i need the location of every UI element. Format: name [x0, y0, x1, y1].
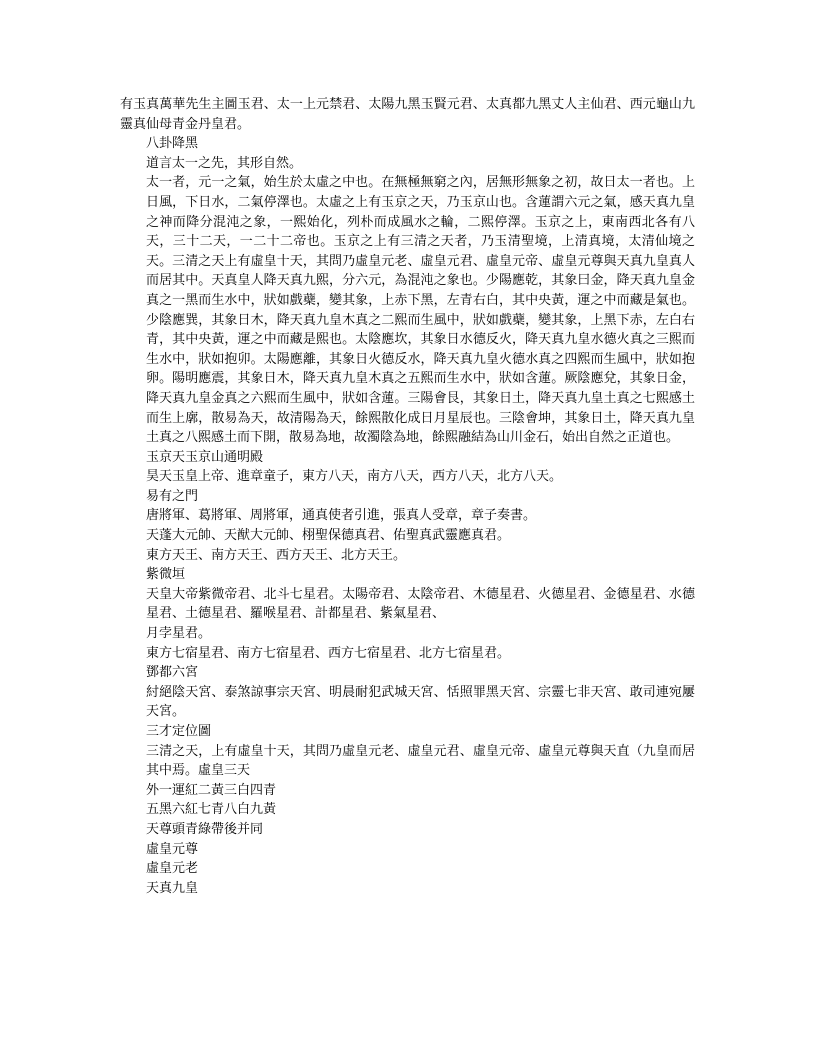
paragraph: 唐將軍、葛將軍、周將軍，通真使者引進，張真人受章，章子奏書。	[146, 508, 537, 524]
paragraph: 五黑六紅七青八白九黃	[146, 802, 277, 818]
paragraph: 天蓬大元帥、天猷大元帥、栩聖保德真君、佑聖真武靈應真君。	[146, 528, 511, 544]
paragraph: 東方七宿星君、南方七宿星君、西方七宿星君、北方七宿星君。	[146, 645, 511, 661]
paragraph: 天真九皇	[146, 880, 199, 896]
paragraph: 東方天王、南方天王、西方天王、北方天王。	[146, 547, 407, 563]
paragraph: 虛皇元尊	[146, 841, 199, 857]
paragraph: 太一者，元一之氣，始生於太虛之中也。在無極無窮之內，居無形無象之初，故日太一者也。上日風，下日水，二氣停澤也。太虛之上有玉京之天，乃玉京山也。含蓮謂六元之氣，感天真九皇之神而降分混沌之象，一熙始化，列朴而成風水之輪，二熙停澤。玉京之上，東南西北各有八天，三十二天，一二十二帝也。玉京之上有三清之天者，乃玉清聖境，上清真境，太清仙境之天。三清之天上有虛皇十天，其問乃虛皇元老、虛皇元君、虛皇元帝、虛皇元尊與天真九皇真人而居其中。天真皇人降天真九熙，分六元，為混沌之象也。少陽應乾，其象曰金，降天真九皇金真之一黑而生水中，狀如戲蘗，變其象，上赤下黑，左青右白，其中央黃，運之中而藏是氣也。少陰應巽，其象日木，降天真九皇木真之二熙而生風中，狀如戲蘗，變其象，上黑下赤，左白右青，其中央黃，運之中而藏是熙也。太陰應坎，其象日水德反火，降天真九皇水德火真之三熙而生水中，狀如抱卯。太陽應離，其象日火德反水，降天真九皇火德水真之四熙而生風中，狀如抱卵。陽明應震，其象日木，降天真九皇木真之五熙而生水中，狀如含蓮。厥陰應兌，其象日金，降天真九皇金真之六熙而生風中，狀如含蓮。三陽會艮，其象日土，降天真九皇土真之七熙感土而生上廓，散易為天，故清陽為天，餘熙散化成日月星辰也。三陰會坤，其象日土，降天真九皇土真之八熙感土而下開，散易為地，故濁陰為地，餘熙融結為山川金石，始出自然之正道也。	[146, 175, 695, 446]
paragraph: 虛皇元老	[146, 861, 199, 877]
paragraph: 鄧都六宮	[146, 665, 199, 681]
paragraph: 易有之門	[146, 488, 199, 504]
paragraph: 紂絕陰天宮、泰煞諒事宗天宮、明晨耐犯武城天宮、恬照罪黑天宮、宗靈七非天宮、敢司連宛屢天宮。	[146, 684, 695, 720]
paragraph: 紫微垣	[146, 567, 186, 583]
paragraph: 道言太一之先，其形自然。	[146, 155, 303, 171]
paragraph: 月孛星君。	[146, 626, 212, 642]
paragraph: 天皇大帝紫微帝君、北斗七星君。太陽帝君、太陰帝君、木德星君、火德星君、金德星君、水德星君、土德星君、羅喉星君、計都星君、紫氣星君、	[146, 586, 695, 622]
paragraph: 三清之天，上有虛皇十天，其問乃虛皇元老、虛皇元君、虛皇元帝、虛皇元尊與天直（九皇而居其中焉。虛皇三天	[146, 743, 695, 779]
text-column	[120, 95, 695, 898]
paragraph: 有玉真萬華先生主圖玉君、太一上元禁君、太陽九黑玉賢元君、太真都九黑丈人主仙君、西元龜山九靈真仙母青金丹皇君。	[120, 97, 695, 132]
paragraph: 天尊頭青綠帶後并同	[146, 821, 264, 837]
paragraph: 外一運紅二黃三白四青	[146, 782, 277, 798]
paragraph: 八卦降黑	[146, 136, 199, 152]
paragraph: 昊天玉皇上帝、進章童子，東方八天，南方八天，西方八天，北方八天。	[146, 469, 563, 485]
paragraph: 三才定位圖	[146, 724, 212, 739]
paragraph: 玉京天玉京山通明殿	[146, 449, 264, 465]
